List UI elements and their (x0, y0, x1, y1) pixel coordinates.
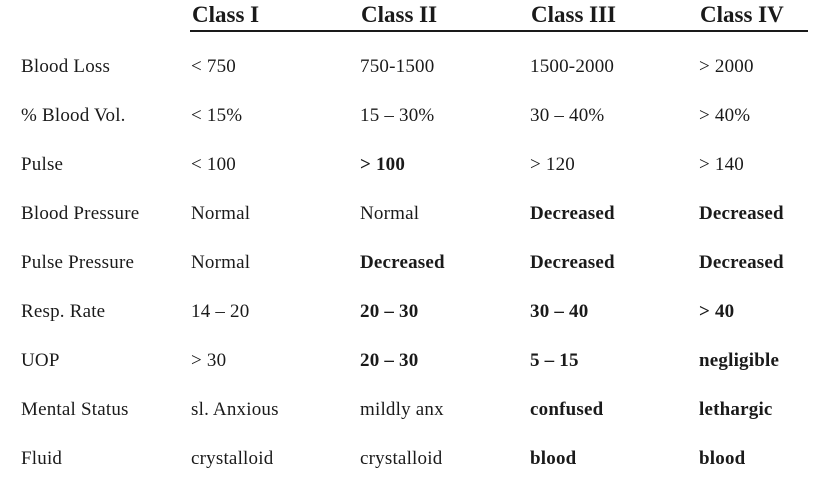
table-cell: 750-1500 (360, 56, 435, 77)
table-cell: Decreased (530, 252, 615, 273)
row-label: Blood Pressure (21, 203, 140, 224)
table-row (0, 299, 828, 339)
table-row (0, 103, 828, 143)
header-class-3: Class III (531, 2, 617, 27)
table-row (0, 446, 828, 486)
table-cell: > 40% (699, 105, 751, 126)
row-label: UOP (21, 350, 60, 371)
header-class-2: Class II (361, 2, 438, 27)
table-cell: 30 – 40% (530, 105, 605, 126)
table-cell: Normal (191, 203, 251, 224)
table-row (0, 152, 828, 192)
table-cell: confused (530, 399, 604, 420)
table-cell: 1500-2000 (530, 56, 615, 77)
table-cell: 20 – 30 (360, 350, 419, 371)
table-cell: 5 – 15 (530, 350, 579, 371)
table-cell: < 100 (191, 154, 236, 175)
table-cell: lethargic (699, 399, 773, 420)
row-label: Blood Loss (21, 56, 111, 77)
table-row (0, 54, 828, 94)
table-cell: 20 – 30 (360, 301, 419, 322)
header-class-1: Class I (192, 2, 260, 27)
table-cell: Normal (360, 203, 420, 224)
table-cell: > 40 (699, 301, 735, 322)
table-cell: < 750 (191, 56, 236, 77)
table-cell: > 100 (360, 154, 406, 175)
table-cell: Decreased (360, 252, 445, 273)
table-cell: Decreased (699, 252, 784, 273)
table-cell: > 120 (530, 154, 575, 175)
table-header (0, 0, 828, 36)
table-row (0, 348, 828, 388)
table-cell: < 15% (191, 105, 243, 126)
table-cell: negligible (699, 350, 780, 371)
table-cell: blood (699, 448, 746, 469)
table-cell: Normal (191, 252, 251, 273)
table-cell: 30 – 40 (530, 301, 589, 322)
row-label: Pulse (21, 154, 64, 175)
table-cell: 14 – 20 (191, 301, 250, 322)
table-row (0, 397, 828, 437)
row-label: Fluid (21, 448, 63, 469)
row-label: Pulse Pressure (21, 252, 135, 273)
table-cell: sl. Anxious (191, 399, 279, 420)
table-cell: crystalloid (360, 448, 443, 469)
row-label: Resp. Rate (21, 301, 106, 322)
table-cell: crystalloid (191, 448, 274, 469)
table-cell: blood (530, 448, 577, 469)
row-label: % Blood Vol. (21, 105, 126, 126)
row-label: Mental Status (21, 399, 129, 420)
table-cell: 15 – 30% (360, 105, 435, 126)
header-rule (190, 30, 808, 32)
table-cell: > 30 (191, 350, 227, 371)
table-cell: Decreased (530, 203, 615, 224)
table-row (0, 250, 828, 290)
header-class-4: Class IV (700, 2, 784, 27)
table-cell: Decreased (699, 203, 784, 224)
table-cell: > 2000 (699, 56, 754, 77)
table-cell: mildly anx (360, 399, 444, 420)
table-cell: > 140 (699, 154, 744, 175)
table-row (0, 201, 828, 241)
